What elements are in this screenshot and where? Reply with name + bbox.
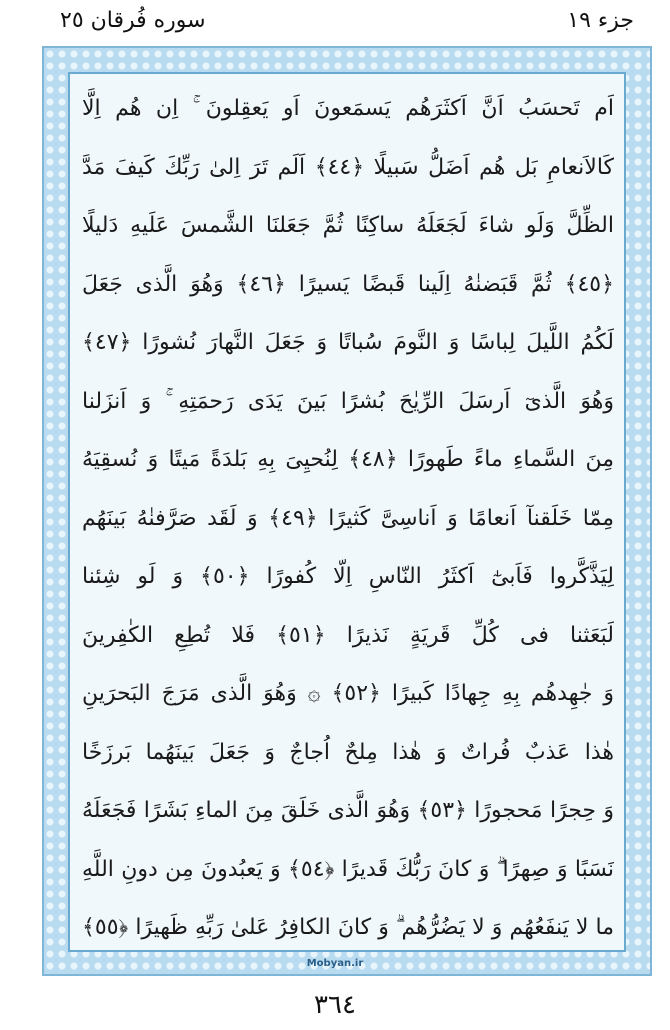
text-line: لِيَذَّكَّروا فَاَبىٰٓ اَكثَرُ النّاسِ اِلّا كُفورًا ﴿٥٠﴾ وَ لَو شِئنا	[82, 564, 614, 589]
text-line: مِنَ السَّماءِ ماءً طَهورًا ﴿٤٨﴾ لِنُحيِىَ بِهِ بَلدَةً مَيتًا وَ نُسقِيَهُ	[82, 447, 614, 472]
text-line: الظِّلَّ وَلَو شاءَ لَجَعَلَهُ ساكِنًا ثُمَّ جَعَلنَا الشَّمسَ عَلَيهِ دَليلًا	[82, 213, 614, 238]
text-line: ما لا يَنفَعُهُم وَ لا يَضُرُّهُم ۗ وَ كانَ الكافِرُ عَلىٰ رَبِّهِ ظَهيرًا ﴿٥٥﴾	[82, 915, 614, 940]
site-watermark: Mobyan.ir	[306, 958, 364, 969]
page-number: ٣٦٤	[314, 990, 356, 1020]
text-line: اَم تَحسَبُ اَنَّ اَكثَرَهُم يَسمَعونَ اَو يَعقِلونَ ۚ اِن هُم اِلَّا	[82, 96, 614, 121]
text-line: وَ جٰهِدهُم بِهِ جِهادًا كَبيرًا ﴿٥٢﴾ ۞ وَهُوَ الَّذى مَرَجَ البَحرَينِ	[82, 681, 614, 706]
text-line: لَبَعَثنا فى كُلِّ قَريَةٍ نَذيرًا ﴿٥١﴾ فَلا تُطِعِ الكٰفِرينَ	[82, 622, 614, 648]
quran-text	[82, 80, 614, 958]
text-line: كَالاَنعامِ بَل هُم اَضَلُّ سَبيلًا ﴿٤٤﴾ اَلَم تَرَ اِلىٰ رَبِّكَ كَيفَ مَدَّ	[82, 154, 614, 180]
text-line: نَسَبًا وَ صِهرًا ۗ وَ كانَ رَبُّكَ قَديرًا ﴿٥٤﴾ وَ يَعبُدونَ مِن دونِ اللَّهِ	[82, 856, 614, 882]
text-line: وَهُوَ الَّذىٓ اَرسَلَ الرِّيٰحَ بُشرًا بَينَ يَدَى رَحمَتِهِ ۚ وَ اَنزَلنا	[82, 388, 614, 414]
text-line: مِمّا خَلَقنآ اَنعامًا وَ اَناسِىَّ كَثيرًا ﴿٤٩﴾ وَ لَقَد صَرَّفنٰهُ بَينَهُم	[82, 505, 614, 531]
page-header	[0, 0, 670, 44]
text-line: هٰذا عَذبٌ فُراتٌ وَ هٰذا مِلحٌ اُجاجٌ وَ جَعَلَ بَينَهُما بَرزَخًا	[82, 739, 614, 765]
text-line: لَكُمُ اللَّيلَ لِباسًا وَ النَّومَ سُباتًا وَ جَعَلَ النَّهارَ نُشورًا ﴿٤٧﴾	[82, 330, 614, 355]
surah-name: سوره فُرقان ٢٥	[60, 8, 206, 33]
text-line: وَ حِجرًا مَحجورًا ﴿٥٣﴾ وَهُوَ الَّذى خَلَقَ مِنَ الماءِ بَشَرًا فَجَعَلَهُ	[82, 798, 614, 823]
juz-number: جزء ١٩	[567, 8, 634, 33]
text-line: ﴿٤٥﴾ ثُمَّ قَبَضنٰهُ اِلَينا قَبضًا يَسيرًا ﴿٤٦﴾ وَهُوَ الَّذى جَعَلَ	[82, 271, 614, 297]
